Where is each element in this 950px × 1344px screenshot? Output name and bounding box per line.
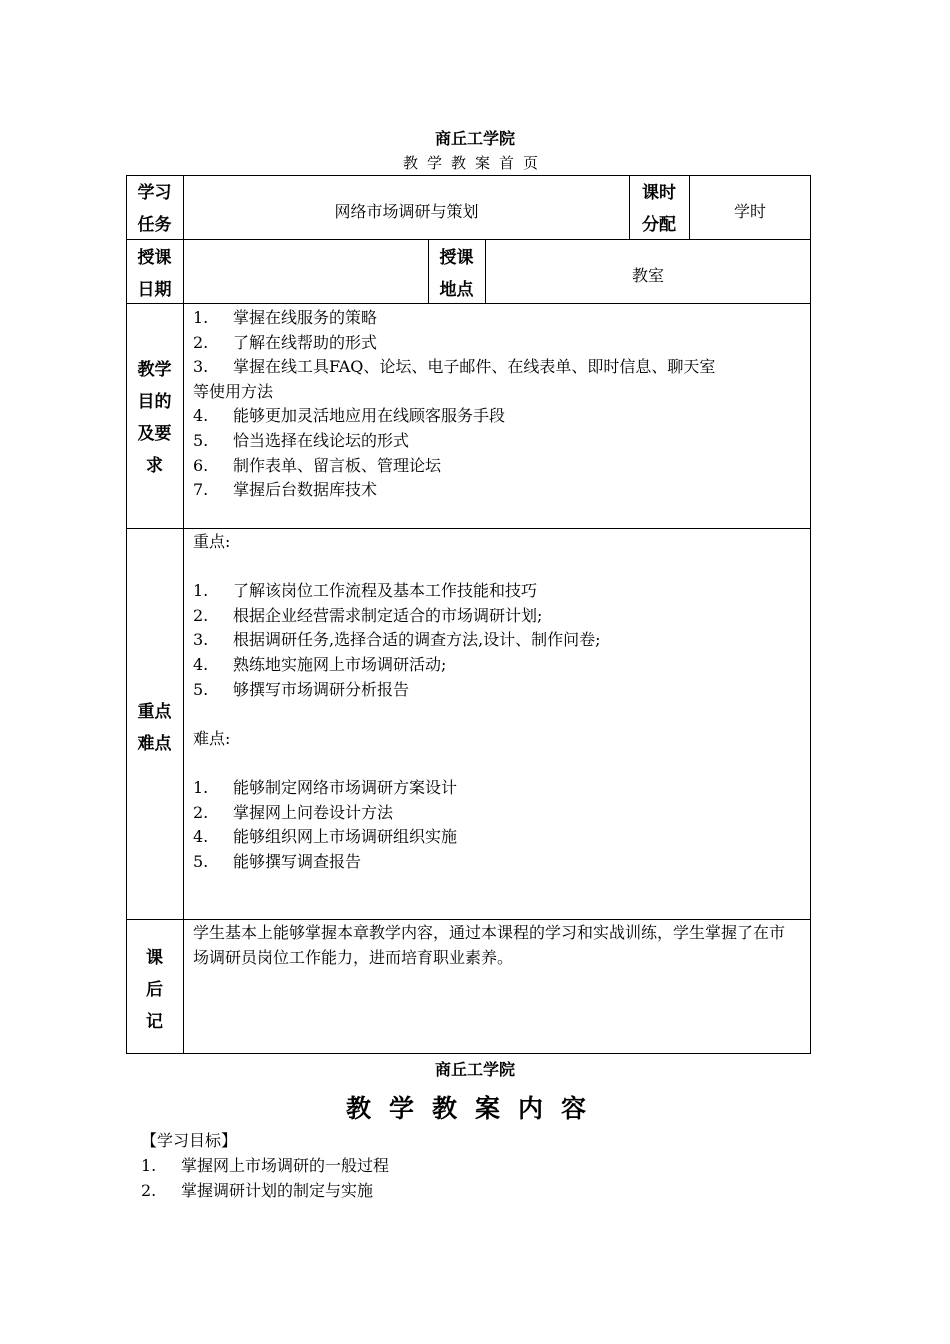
- key-points-label: 重点 难点: [137, 702, 172, 754]
- list-item: 1. 掌握网上市场调研的一般过程: [141, 1156, 390, 1175]
- hours-value: 学时: [733, 202, 766, 221]
- list-item: 1. 了解该岗位工作流程及基本工作技能和技巧: [193, 581, 538, 601]
- notes-text: 学生基本上能够掌握本章教学内容，通过本课程的学习和实战训练，学生掌握了在市场调研员岗位工作能力，进而培育职业素养。: [193, 923, 786, 967]
- list-item: 1. 能够制定网络市场调研方案设计: [193, 777, 458, 797]
- list-item: 等使用方法: [193, 381, 274, 401]
- list-item: 1. 掌握在线服务的策略: [193, 308, 378, 327]
- school-name: 商丘工学院: [434, 1060, 515, 1079]
- table-rule: [126, 528, 811, 529]
- list-item: 3. 根据调研任务,选择合适的调查方法,设计、制作问卷;: [193, 630, 601, 650]
- place-label: 授课 地点: [439, 248, 474, 300]
- list-item: 5. 够撰写市场调研分析报告: [193, 679, 410, 699]
- table-rule: [126, 919, 811, 920]
- objectives-list: [193, 306, 715, 503]
- list-item: 2. 掌握网上问卷设计方法: [193, 802, 394, 822]
- key-points-block: [193, 530, 601, 874]
- table-border-right: [810, 175, 811, 1054]
- table-border-top: [126, 175, 811, 176]
- list-item: 6. 制作表单、留言板、管理论坛: [193, 455, 442, 475]
- difficult-points-heading: 难点:: [193, 728, 231, 748]
- page-title: 教学教案内容: [345, 1094, 604, 1123]
- spacer: [193, 702, 601, 727]
- list-item: 3. 掌握在线工具FAQ、论坛、电子邮件、在线表单、即时信息、聊天室: [193, 357, 716, 377]
- table-rule: [126, 239, 811, 240]
- spacer: [193, 751, 601, 776]
- list-item: 2. 了解在线帮助的形式: [193, 332, 378, 352]
- table-border-bottom: [126, 1053, 811, 1054]
- list-item: 2. 根据企业经营需求制定适合的市场调研计划;: [193, 605, 543, 625]
- key-points-heading: 重点:: [193, 532, 231, 551]
- list-item: 4. 熟练地实施网上市场调研活动;: [193, 654, 447, 674]
- table-border-left: [126, 175, 127, 1054]
- section-heading: 【学习目标】: [141, 1131, 238, 1150]
- list-item: 2. 掌握调研计划的制定与实施: [141, 1180, 374, 1200]
- task-label: 学习 任务: [137, 183, 172, 235]
- list-item: 5. 能够撰写调查报告: [193, 851, 362, 871]
- hours-label: 课时 分配: [642, 183, 676, 235]
- place-value: 教室: [631, 266, 664, 285]
- list-item: 4. 能够组织网上市场调研组织实施: [193, 827, 458, 847]
- list-item: 7. 掌握后台数据库技术: [193, 480, 378, 500]
- task-value: 网络市场调研与策划: [334, 202, 479, 221]
- date-label: 授课 日期: [137, 248, 172, 300]
- page-subtitle: 教学教案首页: [402, 154, 547, 172]
- spacer: [193, 555, 601, 580]
- objectives-label: 教学 目的 及要 求: [137, 360, 172, 476]
- list-item: 5. 恰当选择在线论坛的形式: [193, 430, 410, 450]
- school-name: 商丘工学院: [434, 129, 515, 148]
- table-rule: [183, 175, 184, 1054]
- list-item: 4. 能够更加灵活地应用在线顾客服务手段: [193, 406, 506, 426]
- goals-list: [141, 1154, 389, 1203]
- notes-label: 课 后 记: [146, 948, 163, 1032]
